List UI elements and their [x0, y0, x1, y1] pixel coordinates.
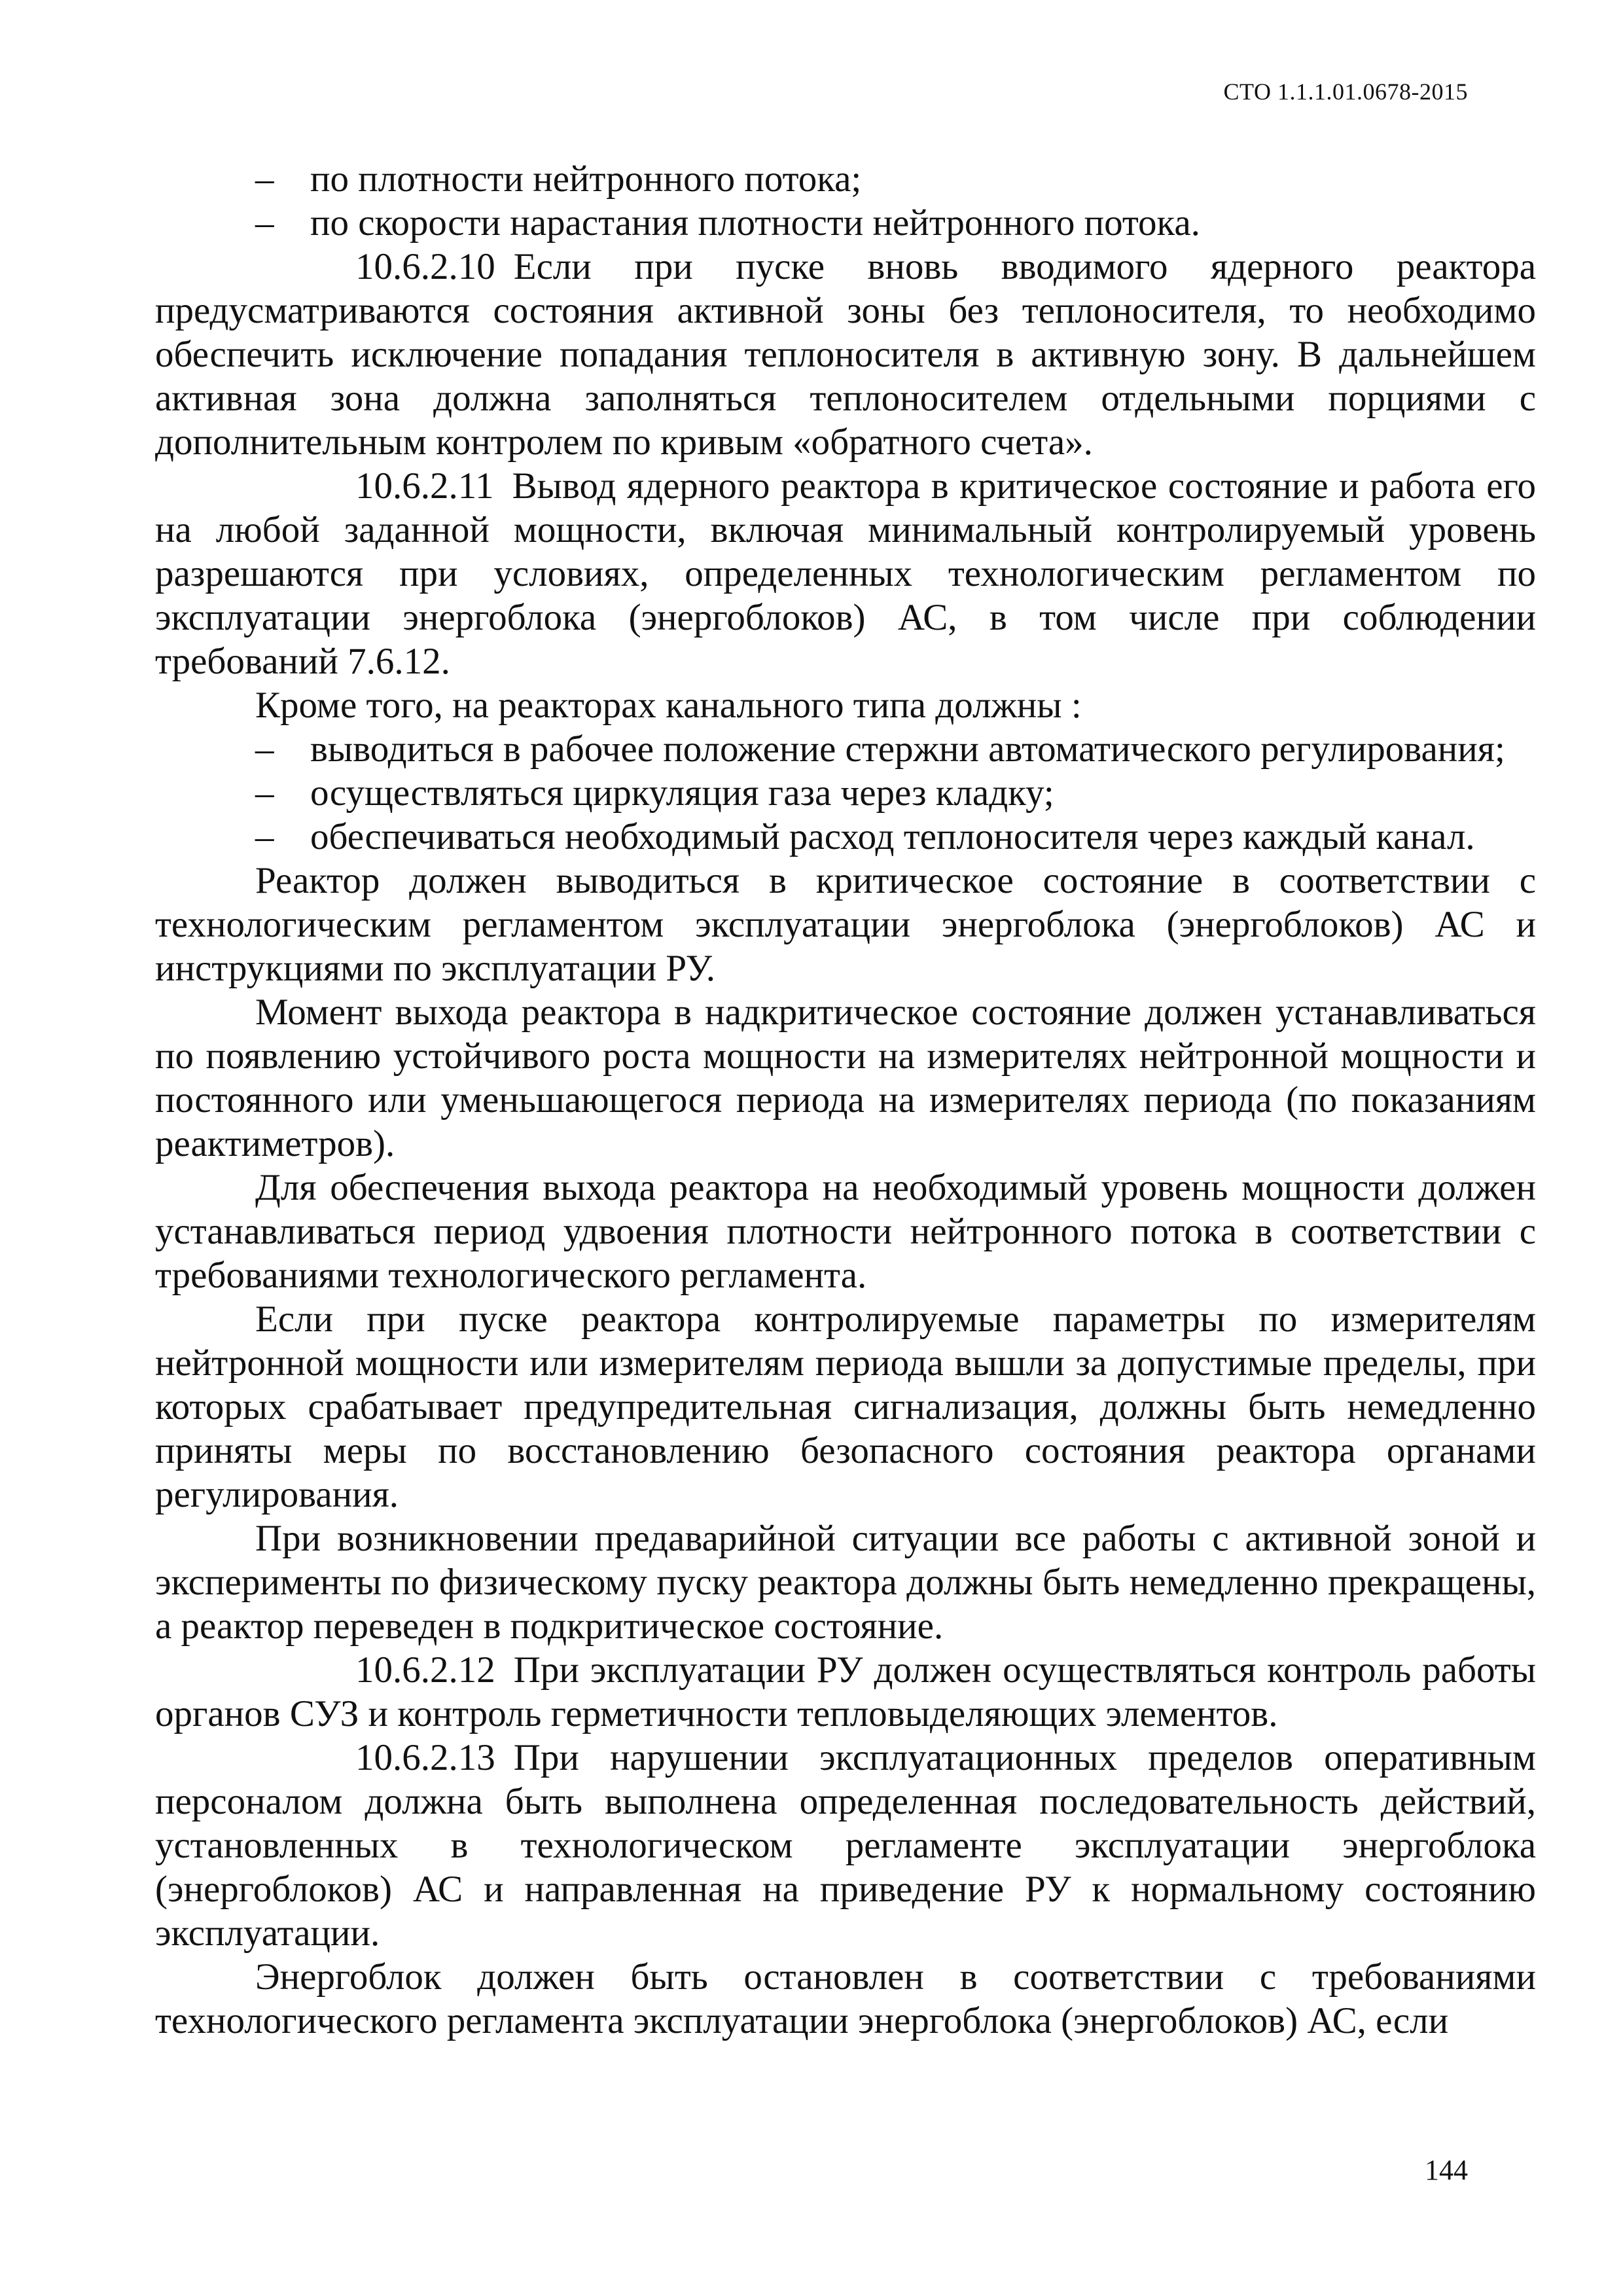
list-item: [155, 815, 1536, 859]
document-body: [155, 157, 1536, 2043]
dash-marker: –: [255, 202, 274, 243]
list-item: [155, 727, 1536, 771]
dash-marker: –: [255, 158, 274, 200]
clause-10-6-2-11: [155, 464, 1536, 683]
paragraph-parameter-limits: Если при пуске реактора контролируемые параметры по измерителям нейтронной мощности или измерителям периода вышли за допустимые пределы, при которых срабатывает предупредительная сигнализация, должны быть немедленно приняты меры по восстановлению безопасного состояния реактора органами регулирования.: [155, 1299, 1536, 1515]
document-code-header: СТО 1.1.1.01.0678-2015: [1223, 79, 1468, 105]
paragraph-shutdown: Энергоблок должен быть остановлен в соответствии с требованиями технологического регламента эксплуатации энергоблока (энергоблоков) АС, если: [155, 1956, 1536, 2041]
channel-reactors-intro: Кроме того, на реакторах канального типа должны :: [255, 685, 1082, 726]
clause-text: Вывод ядерного реактора в критическое состояние и работа его на любой заданной мощности, включая минимальный контролируемый уровень разрешаются при условиях, определенных технологическим регламентом по эксплуатации энергоблока (энергоблоков) АС, в том числе при соблюдении требований 7.6.12.: [155, 465, 1536, 682]
dash-marker: –: [255, 816, 274, 857]
dash-marker: –: [255, 728, 274, 770]
list-item-text: выводиться в рабочее положение стержни автоматического регулирования;: [310, 728, 1505, 770]
list-item: [155, 201, 1536, 245]
list-item: [155, 157, 1536, 201]
page-number: 144: [1425, 2154, 1468, 2186]
clause-text: При нарушении эксплуатационных пределов оперативным персоналом должна быть выполнена определенная последовательность действий, установленных в технологическом регламенте эксплуатации энергоблока (энергоблоков) АС и направленная на приведение РУ к нормальному состоянию эксплуатации.: [155, 1737, 1536, 1954]
clause-10-6-2-12: [155, 1648, 1536, 1736]
list-item: [155, 771, 1536, 815]
paragraph-critical-state: Реактор должен выводиться в критическое состояние в соответствии с технологическим регламентом эксплуатации энергоблока (энергоблоков) АС и инструкциями по эксплуатации РУ.: [155, 860, 1536, 989]
dash-marker: –: [255, 772, 274, 814]
clause-number: 10.6.2.13: [355, 1737, 495, 1778]
list-item-text: по плотности нейтронного потока;: [310, 158, 862, 200]
paragraph-doubling-period: Для обеспечения выхода реактора на необходимый уровень мощности должен устанавливаться период удвоения плотности нейтронного потока в соответствии с требованиями технологического регламента.: [155, 1167, 1536, 1296]
clause-number: 10.6.2.11: [355, 465, 494, 507]
paragraph-pre-emergency: При возникновении предаварийной ситуации все работы с активной зоной и эксперименты по физическому пуску реактора должны быть немедленно прекращены, а реактор переведен в подкритическое состояние.: [155, 1518, 1536, 1647]
clause-10-6-2-10: [155, 245, 1536, 464]
paragraph-supercritical-state: Момент выхода реактора в надкритическое состояние должен устанавливаться по появлению устойчивого роста мощности на измерителях нейтронной мощности и постоянного или уменьшающегося периода на измерителях периода (по показаниям реактиметров).: [155, 992, 1536, 1164]
clause-text: Если при пуске вновь вводимого ядерного реактора предусматриваются состояния активной зоны без теплоносителя, то необходимо обеспечить исключение попадания теплоносителя в активную зону. В дальнейшем активная зона должна заполняться теплоносителем отдельными порциями с дополнительным контролем по кривым «обратного счета».: [155, 246, 1536, 463]
clause-number: 10.6.2.10: [355, 246, 495, 287]
clause-text: При эксплуатации РУ должен осуществляться контроль работы органов СУЗ и контроль герметичности тепловыделяющих элементов.: [155, 1649, 1536, 1734]
clause-number: 10.6.2.12: [355, 1649, 495, 1691]
list-item-text: осуществляться циркуляция газа через кладку;: [310, 772, 1054, 814]
list-item-text: по скорости нарастания плотности нейтронного потока.: [310, 202, 1200, 243]
list-item-text: обеспечиваться необходимый расход теплоносителя через каждый канал.: [310, 816, 1475, 857]
clause-10-6-2-13: [155, 1736, 1536, 1955]
